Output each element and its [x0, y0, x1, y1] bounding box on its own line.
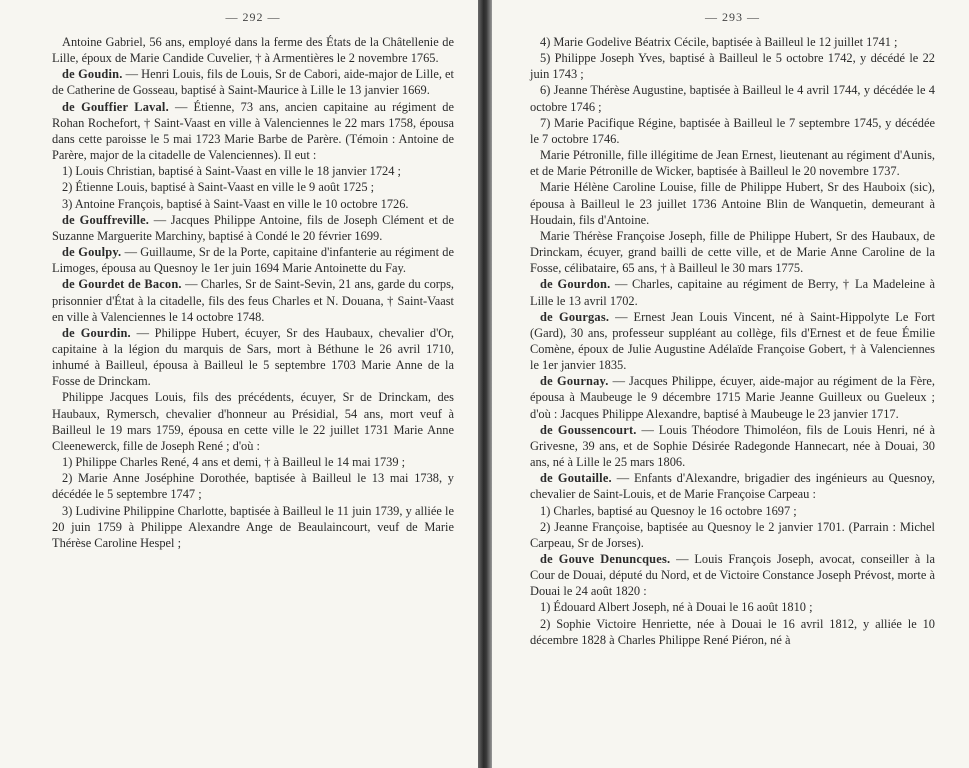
entry: 2) Sophie Victoire Henriette, née à Douai le 16 avril 1812, y alliée le 10 décembre 1828 à Charles Philippe René Piéron, né à	[530, 616, 935, 647]
entry: Marie Hélène Caroline Louise, fille de Philippe Hubert, Sr des Hauboix (sic), épousa à Bailleul le 23 juillet 1736 Antoine Blin de Wanquetin, demeurant à Houdain, fils d'Antoine.	[530, 180, 935, 227]
entry-headword: de Gourdin.	[62, 325, 131, 340]
entry: Antoine Gabriel, 56 ans, employé dans la ferme des États de la Châtellenie de Lille, époux de Marie Candide Cuvelier, † à Armentières le 2 novembre 1765.	[52, 35, 454, 66]
entry: de Gournay. — Jacques Philippe, écuyer, aide-major au régiment de la Fère, épousa à Maubeuge le 9 décembre 1715 Marie Jeanne Guilleux ou Gueleux ; d'où : Jacques Philippe Alexandre, baptisé à Maubeuge le 23 janvier 1717.	[530, 374, 935, 421]
entry: de Gouve Denuncques. — Louis François Joseph, avocat, conseiller à la Cour de Douai, député du Nord, et de Victoire Constance Joseph Prévost, morte à Douai le 24 août 1820 :	[530, 552, 935, 599]
entry: de Gourdin. — Philippe Hubert, écuyer, Sr des Haubaux, chevalier d'Or, capitaine à la légion du marquis de Sars, mort à Béthune le 26 avril 1710, inhumé à Bailleul, épousa à Bailleul le 5 septembre 1703 Marie Anne de la Fosse de Drinckam.	[52, 325, 454, 389]
entry: 1) Philippe Charles René, 4 ans et demi, † à Bailleul le 14 mai 1739 ;	[62, 455, 406, 470]
entry: 1) Louis Christian, baptisé à Saint-Vaast en ville le 18 janvier 1724 ;	[62, 164, 401, 179]
page-number: — 292 —	[225, 10, 281, 24]
entry: Marie Pétronille, fille illégitime de Jean Ernest, lieutenant au régiment d'Aunis, et de Marie Pétronille de Wicker, baptisée à Bailleul le 20 novembre 1737.	[530, 148, 935, 179]
entry: de Gourdon. — Charles, capitaine au régiment de Berry, † La Madeleine à Lille le 13 avril 1702.	[530, 277, 935, 308]
entry: Philippe Jacques Louis, fils des précédents, écuyer, Sr de Drinckam, des Haubaux, Rymersch, chevalier d'honneur au Présidial, 54 ans, mort veuf à Bailleul le 19 mars 1759, épousa en cette ville le 22 juillet 1731 Marie Anne Cleenewerck, fille de Joseph René ; d'où :	[52, 390, 454, 453]
entry-headword: de Goussencourt.	[540, 422, 637, 437]
entry: 2) Marie Anne Joséphine Dorothée, baptisée à Bailleul le 13 mai 1738, y décédée le 5 septembre 1747 ;	[52, 471, 454, 502]
entry-headword: de Goulpy.	[62, 245, 122, 260]
entry-headword: de Gourdet de Bacon.	[62, 277, 182, 292]
entry-headword: de Gournay.	[540, 374, 609, 389]
entry: Marie Thérèse Françoise Joseph, fille de Philippe Hubert, Sr des Haubaux, de Drinckam, écuyer, grand bailli de cette ville, et de Marie Anne Caroline de la Fosse, célibataire, 65 ans, † à Bailleul le 30 mars 1775.	[530, 228, 935, 276]
entry-headword: de Gourgas.	[540, 309, 610, 324]
entry: de Goutaille. — Enfants d'Alexandre, brigadier des ingénieurs au Quesnoy, chevalier de Saint-Louis, et de Marie Françoise Carpeau :	[530, 471, 935, 502]
entry: 5) Philippe Joseph Yves, baptisé à Bailleul le 5 octobre 1742, y décédé le 22 juin 1743 ;	[530, 51, 935, 82]
entry: de Gouffier Laval. — Étienne, 73 ans, ancien capitaine au régiment de Rohan Rochefort, † Saint-Vaast en ville à Valenciennes le 22 mars 1758, épousa dans cette paroisse le 5 mai 1723 Marie Barbe de Parère. (Témoin : Antoine de Parère, major de la citadelle de Valenciennes). Il eut :	[52, 99, 454, 163]
entry: de Gouffreville. — Jacques Philippe Antoine, fils de Joseph Clément et de Suzanne Marguerite Marchiny, baptisé à Condé le 20 février 1699.	[52, 212, 454, 243]
entry: 1) Édouard Albert Joseph, né à Douai le 16 août 1810 ;	[540, 600, 813, 615]
entry-headword: de Gouffreville.	[62, 212, 150, 227]
entry-headword: de Gouve Denuncques.	[540, 552, 671, 566]
entry-headword: de Goudin.	[62, 67, 123, 82]
entry: de Goulpy. — Guillaume, Sr de la Porte, capitaine d'infanterie au régiment de Limoges, épousa au Quesnoy le 1er juin 1694 Marie Antoinette du Fay.	[52, 245, 454, 276]
entry: de Gourgas. — Ernest Jean Louis Vincent, né à Saint-Hippolyte Le Fort (Gard), 30 ans, professeur suppléant au collège, fils d'Ernest et de feue Émilie Comène, époux de Julie Augustine Adélaïde Françoise Gobert, † à Valenciennes le 1er janvier 1835.	[530, 309, 935, 373]
right-page	[492, 0, 969, 768]
entries	[530, 34, 935, 648]
entry: 2) Étienne Louis, baptisé à Saint-Vaast en ville le 9 août 1725 ;	[62, 180, 375, 195]
entry: 6) Jeanne Thérèse Augustine, baptisée à Bailleul le 4 avril 1744, y décédée le 4 octobre 1746 ;	[530, 83, 935, 114]
page-number: — 293 —	[705, 10, 760, 24]
entry: de Goussencourt. — Louis Théodore Thimoléon, fils de Louis Henri, né à Grivesne, 39 ans, et de Sophie Désirée Radegonde Hannecart, née à Douai, 30 ans, né à Lille le 25 mars 1806.	[530, 422, 936, 470]
entry-headword: de Gouffier Laval.	[62, 99, 169, 114]
entry-headword: de Gourdon.	[540, 277, 611, 292]
entry: de Gourdet de Bacon. — Charles, Sr de Saint-Sevin, 21 ans, garde du corps, prisonnier d'État à la citadelle, fils des feus Charles et N. Douana, † Saint-Vaast en ville à Valenciennes le 14 octobre 1748.	[52, 277, 454, 324]
entry: de Goudin. — Henri Louis, fils de Louis, Sr de Cabori, aide-major de Lille, et de Catherine de Gosseau, baptisé à Saint-Maurice à Lille le 13 janvier 1669.	[52, 67, 454, 98]
entry-headword: de Goutaille.	[540, 471, 612, 486]
entry: 3) Antoine François, baptisé à Saint-Vaast en ville le 10 octobre 1726.	[62, 196, 409, 211]
left-page	[0, 0, 478, 768]
entry: 2) Jeanne Françoise, baptisée au Quesnoy le 2 janvier 1701. (Parrain : Michel Carpeau, Sr de Jorses).	[530, 519, 935, 550]
entry: 1) Charles, baptisé au Quesnoy le 16 octobre 1697 ;	[540, 503, 797, 518]
entries	[52, 34, 454, 551]
entry: 3) Ludivine Philippine Charlotte, baptisée à Bailleul le 11 juin 1739, y alliée le 20 juin 1759 à Philippe Alexandre Ange de Beaulaincourt, veuf de Marie Thérèse Caroline Hespel ;	[52, 503, 454, 550]
entry: 7) Marie Pacifique Régine, baptisée à Bailleul le 7 septembre 1745, y décédée le 7 octobre 1746.	[530, 115, 935, 146]
book-gutter	[478, 0, 492, 768]
entry: 4) Marie Godelive Béatrix Cécile, baptisée à Bailleul le 12 juillet 1741 ;	[540, 35, 898, 49]
